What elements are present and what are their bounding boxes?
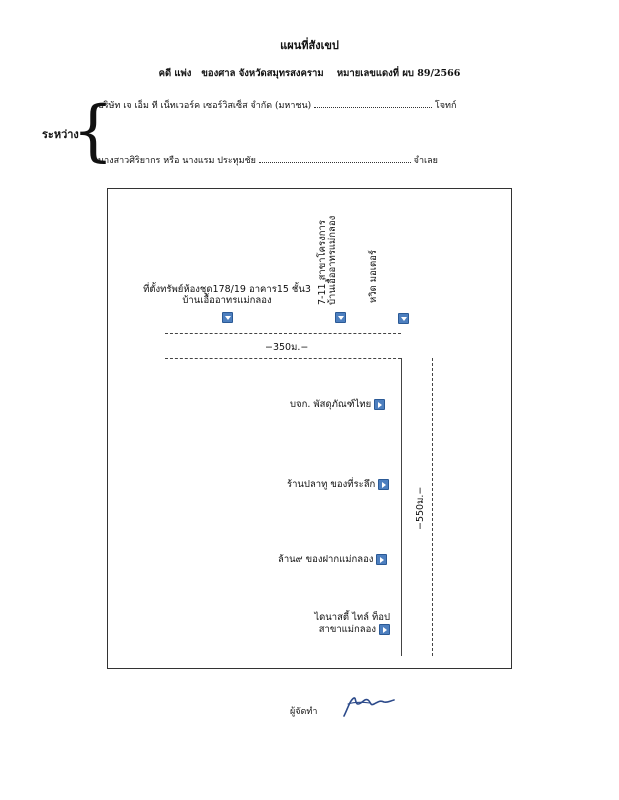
plaintiff-dots	[314, 99, 432, 108]
property-label	[142, 284, 312, 306]
seven-eleven-line1: 7-11 สาขาโครงการ	[317, 220, 328, 305]
seven-eleven-line2: บ้านเอื้ออาทรแม่กลอง	[327, 215, 338, 305]
between-label: ระหว่าง	[42, 128, 79, 141]
court-name: ของศาล จังหวัดสมุทรสงคราม	[201, 68, 324, 79]
arrow-right-icon	[376, 554, 387, 565]
document-title: แผนที่สังเขป	[280, 39, 339, 52]
arrow-right-icon	[379, 624, 390, 635]
landmark-tile-shop	[306, 612, 390, 636]
case-number: หมายเลขแดงที่ ผบ 89/2566	[336, 68, 461, 79]
distance-vertical: −550ม.−	[415, 486, 426, 530]
map-frame	[107, 188, 512, 669]
vertical-road-left-edge	[401, 358, 402, 656]
landmark-souvenir-shop	[278, 552, 387, 567]
case-type: คดี แพ่ง	[158, 68, 192, 79]
landmark-tile-shop-line2-row	[306, 624, 390, 636]
defendant-line	[98, 153, 438, 167]
landmark-souvenir-shop-label: ล้าน๙ ของฝากแม่กลอง	[278, 554, 374, 565]
case-line	[0, 66, 619, 81]
motor-shop-marker-icon	[398, 313, 409, 324]
defendant-role: จำเลย	[413, 156, 438, 166]
vertical-road-right-edge	[432, 358, 433, 656]
road-top-edge	[165, 333, 401, 334]
landmark-fish-shop	[287, 477, 389, 492]
seven-eleven-marker-icon	[335, 312, 346, 323]
landmark-post-office-label: บจก. พัสดุภัณฑ์ไทย	[290, 399, 372, 410]
property-label-line1: ที่ตั้งทรัพย์ห้องชุด178/19 อาคาร15 ชั้น3	[143, 284, 311, 295]
landmark-fish-shop-label: ร้านปลาทู ของที่ระลึก	[287, 479, 376, 490]
distance-horizontal: −350ม.−	[265, 342, 309, 353]
arrow-right-icon	[374, 399, 385, 410]
property-label-line2: บ้านเอื้ออาทรแม่กลอง	[182, 295, 272, 306]
landmark-tile-shop-line1: ไดนาสตี้ ไทล์ ท็อป	[314, 612, 390, 623]
landmark-tile-shop-line2: สาขาแม่กลอง	[318, 624, 376, 635]
defendant-name: นางสาวศิริยากร หรือ นางแรม ประทุมชัย	[98, 156, 256, 166]
arrow-right-icon	[378, 479, 389, 490]
signature-image	[340, 690, 400, 720]
landmark-post-office	[290, 397, 385, 412]
seven-eleven-label	[318, 216, 338, 305]
plaintiff-role: โจทก์	[434, 101, 457, 111]
road-bottom-edge	[165, 358, 401, 359]
preparer-label: ผู้จัดทำ	[290, 707, 318, 717]
plaintiff-name: บริษัท เจ เอ็ม ที เน็ทเวอร์ค เซอร์วิสเซ็ส จำกัด (มหาชน)	[98, 101, 312, 111]
defendant-dots	[259, 154, 411, 163]
motor-shop-label: หวิด มอเตอร์	[368, 250, 379, 303]
brace-icon: {	[72, 92, 114, 169]
plaintiff-line	[98, 98, 456, 112]
property-marker-icon	[222, 312, 233, 323]
